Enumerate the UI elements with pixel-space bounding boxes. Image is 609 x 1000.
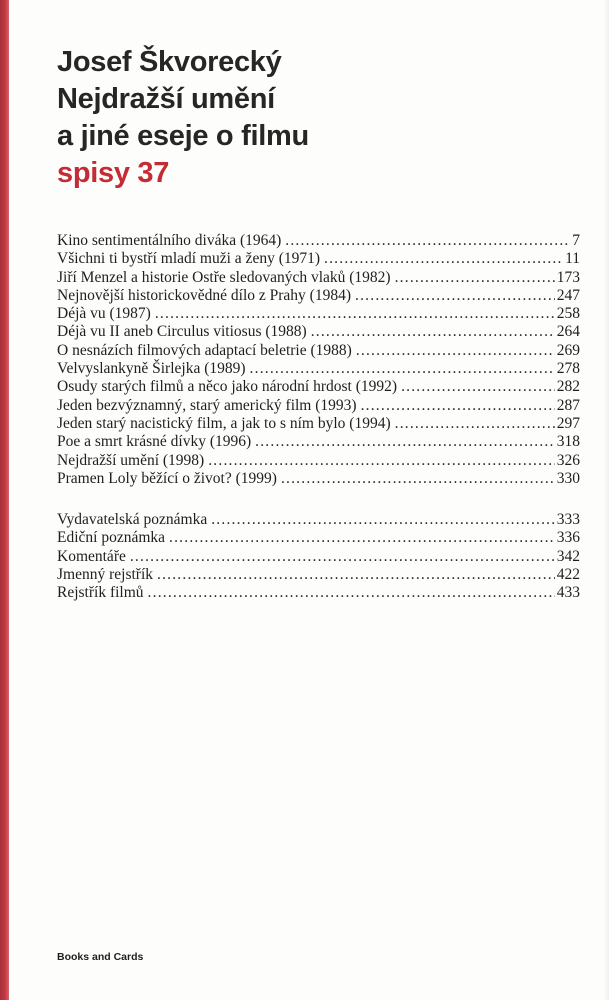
toc-appendix <box>57 511 580 602</box>
dot-leader <box>355 287 555 305</box>
series-label: spisy 37 <box>57 157 170 189</box>
dot-leader <box>130 548 555 566</box>
toc-entry-page: 282 <box>556 378 580 396</box>
toc-entry <box>57 250 580 268</box>
toc-entry-title: Nejdražší umění (1998) <box>57 451 205 469</box>
toc-entry-title: Jmenný rejstřík <box>57 566 153 584</box>
cover-title-block <box>57 44 309 192</box>
toc-entry <box>57 511 580 529</box>
toc-entry-title: Rejstřík filmů <box>57 584 144 602</box>
book-title-line-2: a jiné eseje o filmu <box>57 120 309 152</box>
toc-entry-page: 433 <box>556 584 580 602</box>
spine-edge <box>0 0 9 1000</box>
toc-entry-page: 11 <box>565 250 580 268</box>
toc-entry-page: 173 <box>556 268 580 286</box>
toc-entry-title: Jeden starý nacistický film, a jak to s ním bylo (1994) <box>57 414 391 432</box>
toc-entry <box>57 433 580 451</box>
toc-entry-page: 326 <box>556 451 580 469</box>
toc-entry-title: O nesnázích filmových adaptací beletrie (1988) <box>57 341 352 359</box>
dot-leader <box>155 305 555 323</box>
toc-entry <box>57 548 580 566</box>
dot-leader <box>285 232 570 250</box>
toc-entry <box>57 470 580 488</box>
toc-entry-page: 330 <box>556 469 580 487</box>
toc-entry-title: Komentáře <box>57 547 126 565</box>
toc-entry-title: Jeden bezvýznamný, starý americký film (1993) <box>57 396 357 414</box>
dot-leader <box>250 360 555 378</box>
dot-leader <box>211 511 555 529</box>
toc-entry <box>57 415 580 433</box>
toc-entry <box>57 232 580 250</box>
toc-entry <box>57 360 580 378</box>
toc-entry <box>57 452 580 470</box>
toc-entry-page: 278 <box>556 360 580 378</box>
dot-leader <box>148 584 555 602</box>
toc-entry <box>57 566 580 584</box>
toc-entry-title: Kino sentimentálního diváka (1964) <box>57 232 282 249</box>
toc-entry-title: Velvyslankyně Širlejka (1989) <box>57 360 246 378</box>
toc-entry <box>57 305 580 323</box>
author-name: Josef Škvorecký <box>57 46 282 78</box>
toc-entry-page: 258 <box>556 305 580 323</box>
toc-entry-page: 297 <box>556 414 580 432</box>
toc-entry-page: 287 <box>556 396 580 414</box>
toc-entry-title: Všichni ti bystří mladí muži a ženy (1971) <box>57 250 321 268</box>
dot-leader <box>395 415 555 433</box>
dot-leader <box>324 250 563 268</box>
toc-entry <box>57 529 580 547</box>
toc-entry <box>57 269 580 287</box>
toc-entry-page: 318 <box>556 433 580 451</box>
toc-entry-title: Jiří Menzel a historie Ostře sledovaných vlaků (1982) <box>57 268 391 286</box>
book-title-line-1: Nejdražší umění <box>57 83 275 115</box>
publisher-name: Books and Cards <box>57 951 144 963</box>
dot-leader <box>208 452 555 470</box>
dot-leader <box>157 566 555 584</box>
toc-entry-page: 7 <box>572 232 580 249</box>
toc-entry <box>57 342 580 360</box>
toc-entry-title: Pramen Loly běžící o život? (1999) <box>57 469 277 487</box>
dot-leader <box>169 529 555 547</box>
toc-entry <box>57 397 580 415</box>
page-edge <box>603 0 609 1000</box>
toc-entry <box>57 287 580 305</box>
dot-leader <box>356 342 555 360</box>
table-of-contents <box>57 232 580 603</box>
dot-leader <box>361 397 555 415</box>
dot-leader <box>281 470 555 488</box>
toc-entry <box>57 323 580 341</box>
toc-entry-page: 336 <box>556 529 580 547</box>
dot-leader <box>395 269 555 287</box>
toc-entry-title: Ediční poznámka <box>57 529 166 547</box>
toc-entry-page: 264 <box>556 323 580 341</box>
toc-entry-title: Déjà vu II aneb Circulus vitiosus (1988) <box>57 323 307 341</box>
dot-leader <box>255 433 555 451</box>
toc-entry-title: Vydavatelská poznámka <box>57 511 208 529</box>
toc-essays <box>57 232 580 488</box>
toc-entry-title: Déjà vu (1987) <box>57 305 151 323</box>
toc-entry-page: 342 <box>556 547 580 565</box>
toc-entry-page: 269 <box>556 341 580 359</box>
toc-entry-page: 333 <box>556 511 580 529</box>
toc-entry <box>57 584 580 602</box>
toc-entry-title: Osudy starých filmů a něco jako národní hrdost (1992) <box>57 378 398 396</box>
toc-entry-title: Poe a smrt krásné dívky (1996) <box>57 433 252 451</box>
toc-entry-title: Nejnovější historickovědné dílo z Prahy (1984) <box>57 286 352 304</box>
toc-entry-page: 247 <box>556 286 580 304</box>
toc-entry <box>57 378 580 396</box>
dot-leader <box>401 378 555 396</box>
toc-entry-page: 422 <box>556 566 580 584</box>
dot-leader <box>311 323 555 341</box>
